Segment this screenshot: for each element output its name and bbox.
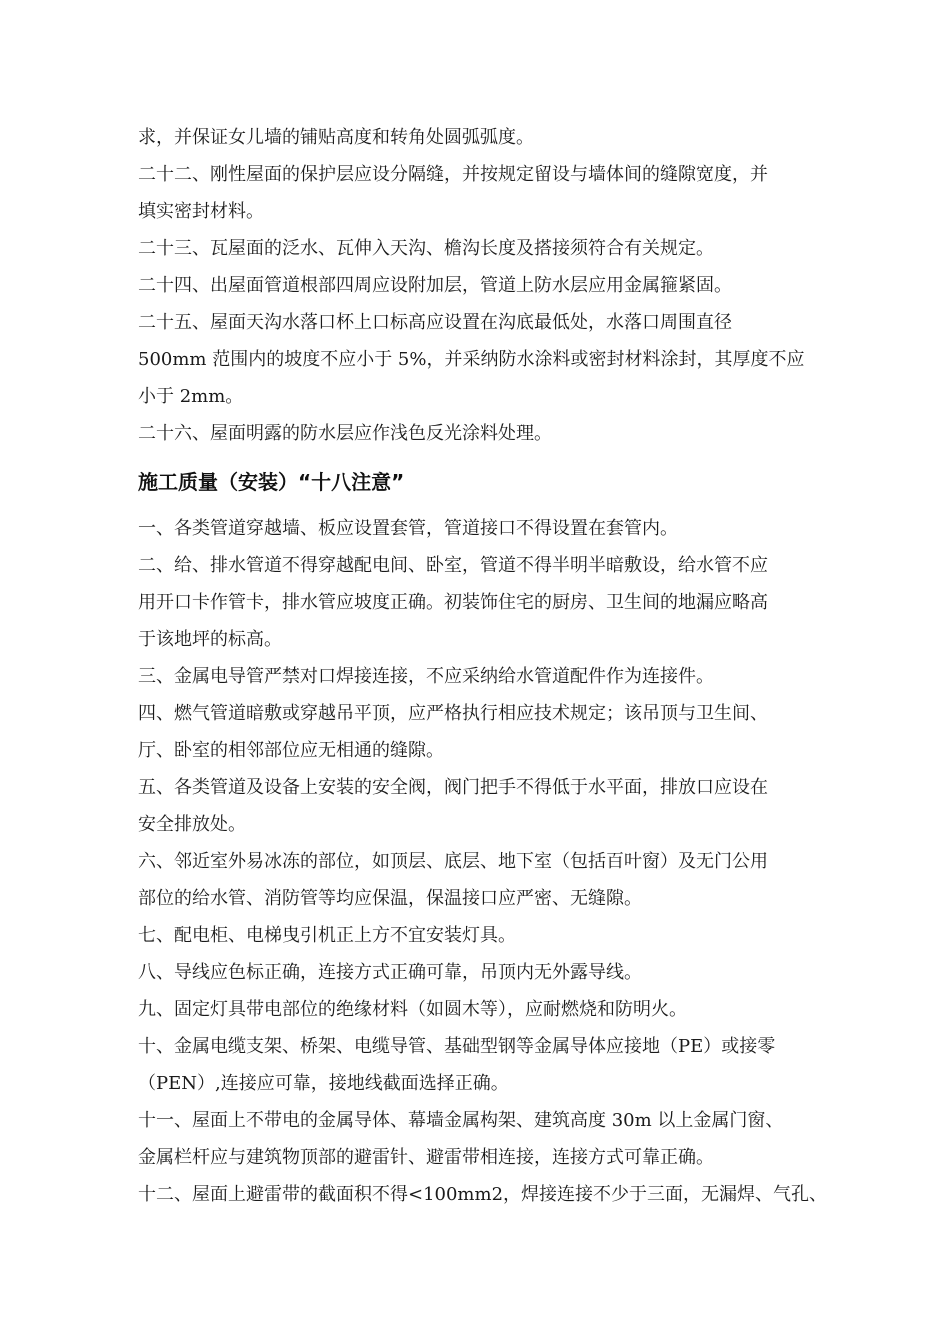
paragraph-line: 用开口卡作管卡，排水管应坡度正确。初装饰住宅的厨房、卫生间的地漏应略高 [138, 592, 768, 613]
paragraph-line: 部位的给水管、消防管等均应保温，保温接口应严密、无缝隙。 [138, 888, 642, 909]
paragraph-line: 500mm 范围内的坡度不应小于 5%，并采纳防水涂料或密封材料涂封，其厚度不应 [138, 349, 805, 370]
paragraph-line: 二十三、瓦屋面的泛水、瓦伸入天沟、檐沟长度及搭接须符合有关规定。 [138, 238, 714, 259]
paragraph-line: （PEN）,连接应可靠，接地线截面选择正确。 [138, 1073, 509, 1094]
paragraph-line: 三、金属电导管严禁对口焊接连接，不应采纳给水管道配件作为连接件。 [138, 666, 714, 687]
paragraph-line: 小于 2mm。 [138, 386, 244, 407]
paragraph-line: 八、导线应色标正确，连接方式正确可靠，吊顶内无外露导线。 [138, 962, 642, 983]
roof-quality-section [138, 119, 828, 452]
paragraph-line: 求，并保证女儿墙的铺贴高度和转角处圆弧弧度。 [138, 127, 534, 148]
installation-quality-section [138, 510, 828, 1213]
paragraph-line: 六、邻近室外易冰冻的部位，如顶层、底层、地下室（包括百叶窗）及无门公用 [138, 851, 768, 872]
paragraph-line: 十一、屋面上不带电的金属导体、幕墙金属构架、建筑高度 30m 以上金属门窗、 [138, 1110, 784, 1131]
paragraph-line: 二十五、屋面天沟水落口杯上口标高应设置在沟底最低处，水落口周围直径 [138, 312, 732, 333]
paragraph-line: 金属栏杆应与建筑物顶部的避雷针、避雷带相连接，连接方式可靠正确。 [138, 1147, 714, 1168]
paragraph-line: 厅、卧室的相邻部位应无相通的缝隙。 [138, 740, 444, 761]
paragraph-line: 安全排放处。 [138, 814, 246, 835]
paragraph-line: 十二、屋面上避雷带的截面积不得<100mm2，焊接连接不少于三面，无漏焊、气孔、 [138, 1184, 828, 1205]
paragraph-line: 五、各类管道及设备上安装的安全阀，阀门把手不得低于水平面，排放口应设在 [138, 777, 768, 798]
paragraph-line: 四、燃气管道暗敷或穿越吊平顶，应严格执行相应技术规定；该吊顶与卫生间、 [138, 703, 768, 724]
paragraph-line: 九、固定灯具带电部位的绝缘材料（如圆木等），应耐燃烧和防明火。 [138, 999, 687, 1020]
section-heading: 施工质量（安装）“十八注意” [138, 470, 405, 494]
paragraph-line: 七、配电柜、电梯曳引机正上方不宜安装灯具。 [138, 925, 516, 946]
document-body [138, 119, 828, 1213]
paragraph-line: 一、各类管道穿越墙、板应设置套管，管道接口不得设置在套管内。 [138, 518, 678, 539]
paragraph-line: 十、金属电缆支架、桥架、电缆导管、基础型钢等金属导体应接地（PE）或接零 [138, 1036, 776, 1057]
paragraph-line: 二十六、屋面明露的防水层应作浅色反光涂料处理。 [138, 423, 552, 444]
paragraph-line: 二十四、出屋面管道根部四周应设附加层，管道上防水层应用金属箍紧固。 [138, 275, 732, 296]
paragraph-line: 于该地坪的标高。 [138, 629, 282, 650]
paragraph-line: 二、给、排水管道不得穿越配电间、卧室，管道不得半明半暗敷设，给水管不应 [138, 555, 768, 576]
paragraph-line: 二十二、刚性屋面的保护层应设分隔缝，并按规定留设与墙体间的缝隙宽度，并 [138, 164, 768, 185]
paragraph-line: 填实密封材料。 [138, 201, 264, 222]
